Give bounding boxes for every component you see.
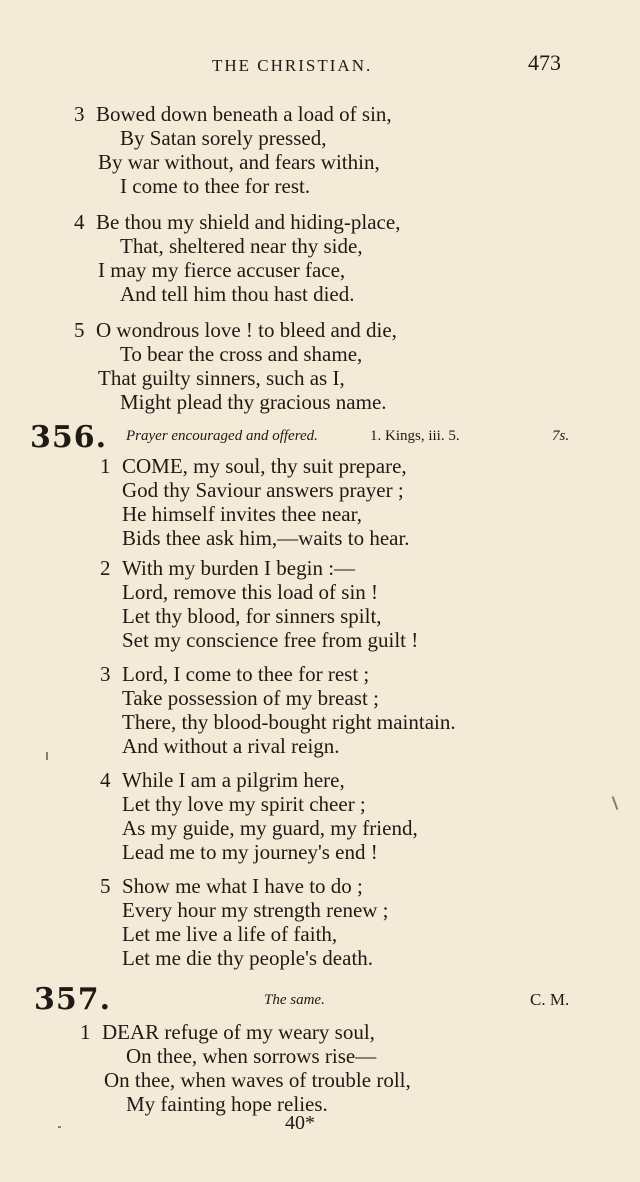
stanza-number: 1 [100, 454, 111, 478]
hymn-meter: 7s. [552, 428, 570, 444]
verse-line: Set my conscience free from guilt ! [122, 628, 419, 652]
stanza-number: 5 [74, 318, 85, 342]
verse-line: While I am a pilgrim here, [122, 768, 345, 792]
verse-line: As my guide, my guard, my friend, [122, 816, 418, 840]
verse-line: Lead me to my journey's end ! [122, 840, 378, 864]
verse-line: On thee, when sorrows rise— [126, 1044, 377, 1068]
verse-line: Might plead thy gracious name. [120, 390, 387, 414]
paper-speck [58, 1126, 61, 1128]
verse-line: And without a rival reign. [122, 734, 340, 758]
verse-line: DEAR refuge of my weary soul, [102, 1020, 375, 1044]
verse-line: Every hour my strength renew ; [122, 898, 389, 922]
verse-line: On thee, when waves of trouble roll, [104, 1068, 411, 1092]
stanza-number: 1 [80, 1020, 91, 1044]
page-number: 473 [528, 50, 561, 75]
verse-line: Let thy blood, for sinners spilt, [122, 604, 382, 628]
stanza-number: 4 [100, 768, 111, 792]
verse-line: He himself invites thee near, [122, 502, 362, 526]
verse-line: Take possession of my breast ; [122, 686, 379, 710]
running-head: THE CHRISTIAN. [212, 56, 373, 75]
hymn-meter: C. M. [530, 990, 570, 1009]
verse-line: By war without, and fears within, [98, 150, 380, 174]
verse-line: God thy Saviour answers prayer ; [122, 478, 404, 502]
verse-line: Lord, remove this load of sin ! [122, 580, 379, 604]
verse-line: I come to thee for rest. [120, 174, 311, 198]
hymn-title: Prayer encouraged and offered. [126, 428, 318, 444]
verse-line: Let me die thy people's death. [122, 946, 374, 970]
verse-line: To bear the cross and shame, [120, 342, 363, 366]
paper-speck [612, 796, 619, 810]
hymn-number: 356. [30, 420, 108, 455]
verse-line: That, sheltered near thy side, [120, 234, 363, 258]
stanza-number: 5 [100, 874, 111, 898]
verse-line: O wondrous love ! to bleed and die, [96, 318, 397, 342]
verse-line: By Satan sorely pressed, [120, 126, 327, 150]
verse-line: Bids thee ask him,—waits to hear. [122, 526, 410, 550]
verse-line: With my burden I begin :— [122, 556, 356, 580]
stanza-number: 3 [100, 662, 111, 686]
hymn-title: The same. [264, 992, 325, 1008]
verse-line: Let thy love my spirit cheer ; [122, 792, 366, 816]
scripture-reference: 1. Kings, iii. 5. [370, 428, 460, 444]
verse-line: Show me what I have to do ; [122, 874, 363, 898]
verse-line: I may my fierce accuser face, [98, 258, 346, 282]
verse-line: Be thou my shield and hiding-place, [96, 210, 401, 234]
verse-line: My fainting hope relies. [126, 1092, 328, 1116]
verse-line: Bowed down beneath a load of sin, [96, 102, 392, 126]
verse-line: Lord, I come to thee for rest ; [122, 662, 370, 686]
verse-line: COME, my soul, thy suit prepare, [122, 454, 407, 478]
hymn-number: 357. [34, 982, 112, 1017]
paper-speck [46, 752, 48, 760]
verse-line: There, thy blood-bought right maintain. [122, 710, 456, 734]
signature-mark: 40* [285, 1112, 315, 1134]
stanza-number: 3 [74, 102, 85, 126]
stanza-number: 4 [74, 210, 85, 234]
stanza-number: 2 [100, 556, 111, 580]
verse-line: And tell him thou hast died. [120, 282, 355, 306]
verse-line: Let me live a life of faith, [122, 922, 338, 946]
verse-line: That guilty sinners, such as I, [98, 366, 345, 390]
